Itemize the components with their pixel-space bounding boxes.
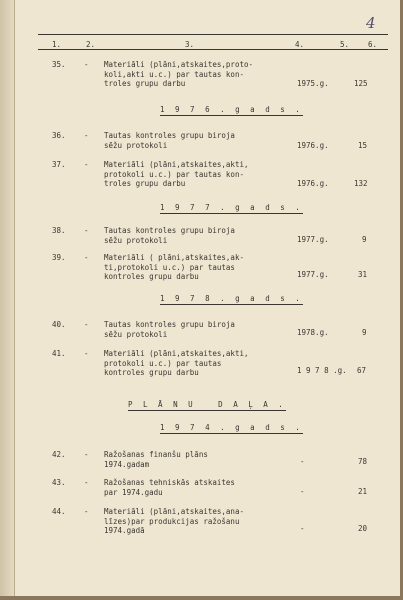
row-description: Tautas kontroles grupu biroja sēžu protokoli <box>104 320 235 339</box>
header-rule-top <box>38 34 388 35</box>
row-description: Ražošanas tehniskās atskaites par 1974.gadu <box>104 478 235 497</box>
row-number: 42. <box>52 450 66 459</box>
row-number: 44. <box>52 507 66 516</box>
row-value: 125 <box>354 79 368 88</box>
row-dash: - <box>84 160 89 169</box>
row-number: 43. <box>52 478 66 487</box>
row-value: 78 <box>358 457 368 466</box>
row-date: 1976.g. <box>297 141 329 150</box>
row-date: 1977.g. <box>297 235 329 244</box>
row-date: 1975.g. <box>297 79 329 88</box>
row-dash: - <box>84 478 89 487</box>
col-header-3: 3. <box>185 40 195 49</box>
row-dash: - <box>84 507 89 516</box>
row-dash: - <box>84 320 89 329</box>
row-dash: - <box>84 131 89 140</box>
page-edge-bottom <box>0 596 403 600</box>
row-number: 38. <box>52 226 66 235</box>
col-header-5: 5. <box>340 40 350 49</box>
row-dash: - <box>84 60 89 69</box>
row-number: 37. <box>52 160 66 169</box>
col-header-2: 2. <box>86 40 96 49</box>
section-heading-1976: 1 9 7 6 . g a d s . <box>160 105 303 114</box>
col-header-1: 1. <box>52 40 62 49</box>
col-header-4: 4. <box>295 40 305 49</box>
row-date: - <box>300 487 305 496</box>
row-number: 35. <box>52 60 66 69</box>
row-value: 20 <box>358 524 368 533</box>
row-date: 1978.g. <box>297 328 329 337</box>
section-heading-1974: 1 9 7 4 . g a d s . <box>160 423 303 432</box>
row-description: Tautas kontroles grupu biroja sēžu protokoli <box>104 226 235 245</box>
header-rule-bottom <box>38 49 388 50</box>
section-heading-part: P L Ā N U D A Ļ A . <box>128 400 286 409</box>
row-description: Materiāli (plāni,atskaites,ana- līzes)par produkcijas ražošanu 1974.gadā <box>104 507 244 535</box>
row-value: 9 <box>362 328 367 337</box>
row-description: Materiāli (plāni,atskaites,akti, protokoli u.c.) par tautas kon- troles grupu darbu <box>104 160 249 188</box>
row-date: 1977.g. <box>297 270 329 279</box>
row-dash: - <box>84 450 89 459</box>
section-heading-1977: 1 9 7 7 . g a d s . <box>160 203 303 212</box>
row-date: - <box>300 524 305 533</box>
row-value: 15 <box>358 141 368 150</box>
row-number: 39. <box>52 253 66 262</box>
row-description: Materiāli (plāni,atskaites,akti, protokoli u.c.) par tautas kontroles grupu darbu <box>104 349 249 377</box>
row-date: - <box>300 457 305 466</box>
binding-edge <box>0 0 15 600</box>
page-number: 4 <box>366 14 376 32</box>
row-dash: - <box>84 349 89 358</box>
row-dash: - <box>84 226 89 235</box>
row-dash: - <box>84 253 89 262</box>
row-number: 41. <box>52 349 66 358</box>
row-description: Ražošanas finanšu plāns 1974.gadam <box>104 450 208 469</box>
row-description: Tautas kontroles grupu biroja sēžu protokoli <box>104 131 235 150</box>
row-value: 132 <box>354 179 368 188</box>
section-heading-1978: 1 9 7 8 . g a d s . <box>160 294 303 303</box>
row-date: 1 9 7 8 .g. <box>297 366 347 375</box>
row-number: 40. <box>52 320 66 329</box>
col-header-6: 6. <box>368 40 378 49</box>
row-value: 9 <box>362 235 367 244</box>
row-date: 1976.g. <box>297 179 329 188</box>
row-description: Materiāli ( plāni,atskaites,ak- ti,protokoli u.c.) par tautas kontroles grupu darbu <box>104 253 244 281</box>
row-number: 36. <box>52 131 66 140</box>
row-value: 21 <box>358 487 368 496</box>
row-value: 31 <box>358 270 368 279</box>
row-value: 67 <box>357 366 367 375</box>
row-description: Materiāli (plāni,atskaites,proto- koli,akti u.c.) par tautas kon- troles grupu darbu <box>104 60 254 88</box>
